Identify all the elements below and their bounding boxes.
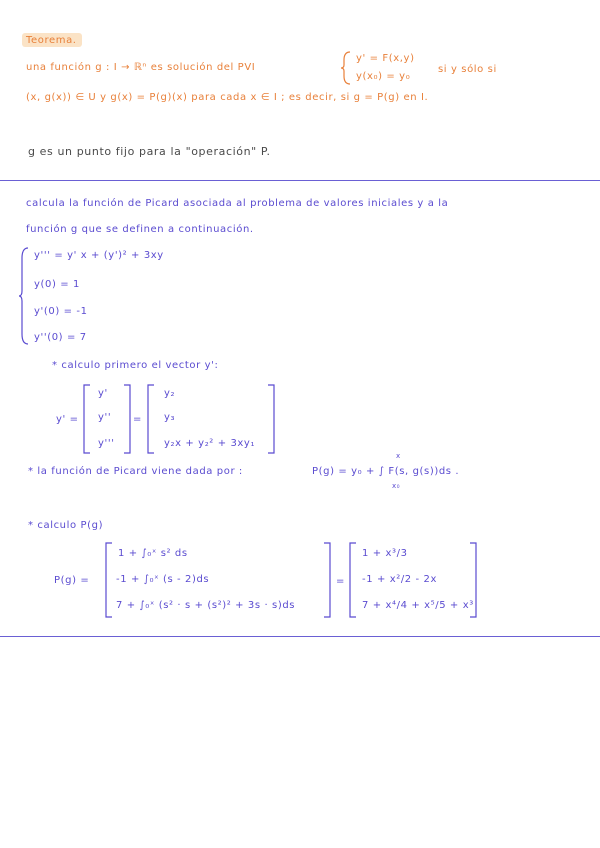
vector-right-row-3: y₂x + y₂² + 3xy₁ (164, 438, 256, 449)
vector-right-row-1: y₂ (164, 388, 176, 399)
theorem-title: Teorema. (26, 35, 77, 46)
calc-right-close-bracket (468, 542, 478, 618)
vector-right-open-bracket (146, 384, 156, 454)
calc-left-row-1: 1 + ∫₀ˣ s² ds (118, 548, 188, 559)
vector-left-open-bracket (82, 384, 92, 454)
vector-equals: = (133, 414, 142, 425)
calc-right-row-3: 7 + x⁴/4 + x⁵/5 + x³ (362, 600, 474, 611)
picard-text: * la función de Picard viene dada por : (28, 466, 243, 477)
calc-left-close-bracket (322, 542, 332, 618)
theorem-line1-left: una función g : I → ℝⁿ es solución del PVI (26, 62, 256, 73)
theorem-line2: (x, g(x)) ∈ U y g(x) = P(g)(x) para cada x ∈ I ; es decir, si g = P(g) en I. (26, 92, 429, 103)
calc-left-open-bracket (104, 542, 114, 618)
calc-title: * calculo P(g) (28, 520, 104, 531)
calc-left-row-3: 7 + ∫₀ˣ (s² · s + (s²)² + 3s · s)ds (116, 600, 296, 611)
ivp-condition-3: y''(0) = 7 (34, 332, 87, 343)
vector-right-close-bracket (266, 384, 276, 454)
section-divider (0, 180, 600, 181)
ivp-equation: y''' = y' x + (y')² + 3xy (34, 250, 164, 261)
calc-right-row-2: -1 + x²/2 - 2x (362, 574, 438, 585)
calc-equals: = (336, 576, 345, 587)
picard-formula: P(g) = y₀ + ∫ F(s, g(s))ds . (312, 466, 460, 477)
problem-statement-line2: función g que se definen a continuación. (26, 224, 254, 235)
ivp-condition-1: y(0) = 1 (34, 279, 80, 290)
vector-left-close-bracket (122, 384, 132, 454)
step-vector-text: * calculo primero el vector y': (52, 360, 219, 371)
problem-statement-line1: calcula la función de Picard asociada al problema de valores iniciales y a la (26, 198, 449, 209)
integral-lower-limit: x₀ (392, 482, 401, 490)
vector-left-row-1: y' (98, 388, 108, 399)
bottom-divider (0, 636, 600, 637)
integral-upper-limit: x (396, 452, 401, 460)
calc-right-open-bracket (348, 542, 358, 618)
vector-left-row-3: y''' (98, 438, 115, 449)
calc-right-row-1: 1 + x³/3 (362, 548, 408, 559)
calc-left-row-2: -1 + ∫₀ˣ (s - 2)ds (116, 574, 210, 585)
theorem-line1-right: si y sólo si (438, 64, 497, 75)
theorem-line3: g es un punto fijo para la "operación" P. (28, 145, 271, 158)
vector-right-row-2: y₃ (164, 412, 176, 423)
system-brace (340, 50, 352, 86)
vector-left-row-2: y'' (98, 412, 112, 423)
ivp-brace (18, 246, 30, 346)
vector-lhs: y' = (56, 414, 79, 425)
ivp-condition-2: y'(0) = -1 (34, 306, 88, 317)
system-eq2: y(x₀) = y₀ (356, 71, 411, 82)
system-eq1: y' = F(x,y) (356, 53, 415, 64)
calc-lhs: P(g) = (54, 575, 90, 586)
